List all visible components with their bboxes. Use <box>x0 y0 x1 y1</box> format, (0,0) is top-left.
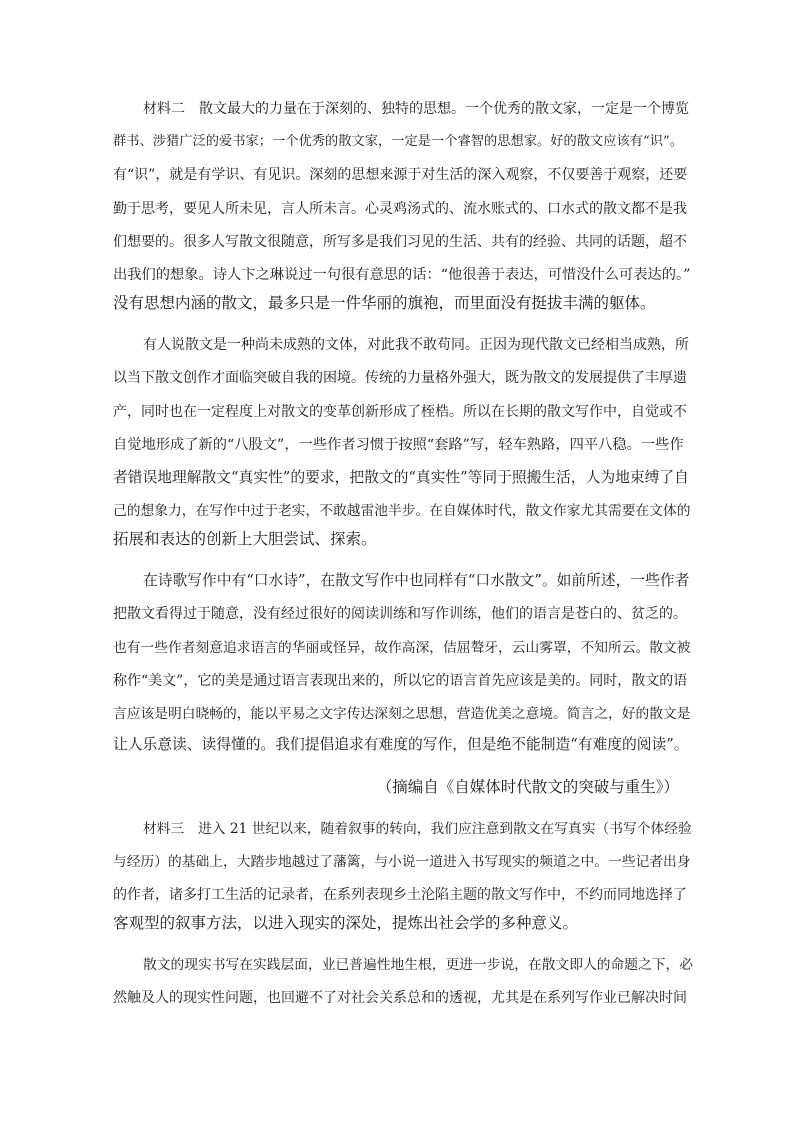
paragraph-line: 产，同时也在一定程度上对散文的变革创新形成了桎梏。所以在长期的散文写作中，自觉或不 <box>113 404 687 420</box>
paragraph-line: 言应该是明白晓畅的，能以平易之文字传达深刻之思想，营造优美之意境。简言之，好的散文是 <box>113 706 691 722</box>
paragraph-line: 客观型的叙事方法，以进入现实的深处，提炼出社会学的多种意义。 <box>113 914 579 932</box>
paragraph-line: 的作者，诸多打工生活的记录者，在系列表现乡土沦陷主题的散文写作中，不约而同地选择了 <box>113 887 687 903</box>
paragraph-line: 材料三 进入 21 世纪以来，随着叙事的转向，我们应注意到散文在写真实（书写个体经验 <box>143 821 692 837</box>
paragraph-line: 材料二 散文最大的力量在于深刻的、独特的思想。一个优秀的散文家，一定是一个博览 <box>143 101 689 117</box>
paragraph-line: 把散文看得过于随意，没有经过很好的阅读训练和写作训练，他们的语言是苍白的、贫乏的。 <box>113 606 687 622</box>
paragraph-line: 出我们的想象。诗人卞之琳说过一句很有意思的话：“他很善于表达，可惜没什么可表达的。” <box>113 267 691 283</box>
paragraph-line: 自觉地形成了新的“八股文”，一些作者习惯于按照“套路”写，轻车熟路，四平八稳。一些作 <box>113 437 684 453</box>
paragraph-line: 有“识”，就是有学识、有见识。深刻的思想来源于对生活的深入观察，不仅要善于观察，还要 <box>113 167 688 183</box>
paragraph-line: 己的想象力，在写作中过于老实，不敢越雷池半步。在自媒体时代，散文作家尤其需要在文体的 <box>113 503 691 519</box>
paragraph-line: 勤于思考，要见人所未见，言人所未言。心灵鸡汤式的、流水账式的、口水式的散文都不是我 <box>113 201 687 217</box>
paragraph-line: 群书、涉猎广泛的爱书家；一个优秀的散文家，一定是一个睿智的思想家。好的散文应该有“识”。 <box>113 134 684 149</box>
paragraph-line: 与经历）的基础上，大踏步地越过了藩篱，与小说一道进入书写现实的频道之中。一些记者出身 <box>113 854 691 870</box>
paragraph-line: 以当下散文创作才面临突破自我的困境。传统的力量格外强大，既为散文的发展提供了丰厚遗 <box>113 370 687 386</box>
paragraph-line: 拓展和表达的创新上大胆尝试、探索。 <box>113 530 377 548</box>
paragraph-line: 在诗歌写作中有“口水诗”，在散文写作中也同样有“口水散文”。如前所述，一些作者 <box>143 572 690 589</box>
paragraph-line: 称作“美文”，它的美是通过语言表现出来的，所以它的语言首先应该是美的。同时，散文的语 <box>113 673 688 689</box>
paragraph-line: 也有一些作者刻意追求语言的华丽或怪异，故作高深，佶屈聱牙，云山雾罩，不知所云。散文被 <box>113 640 691 656</box>
paragraph-line: 然触及人的现实性问题，也回避不了对社会关系总和的透视，尤其是在系列写作业已解决时间 <box>113 990 687 1006</box>
paragraph-line: 没有思想内涵的散文，最多只是一件华丽的旗袍，而里面没有挺拔丰满的躯体。 <box>113 294 656 312</box>
paragraph-line: 们想要的。很多人写散文很随意，所写多是我们习见的生活、共有的经验、共同的话题，超不 <box>113 234 687 250</box>
paragraph-line: 有人说散文是一种尚未成熟的文体，对此我不敢苟同。正因为现代散文已经相当成熟，所 <box>143 337 689 353</box>
paragraph-line: 者错误地理解散文“真实性”的要求，把散文的“真实性”等同于照搬生活，人为地束缚了自 <box>113 469 689 486</box>
source-citation: （摘编自《自媒体时代散文的突破与重生》） <box>376 778 679 796</box>
paragraph-line: 让人乐意读、读得懂的。我们提倡追求有难度的写作，但是绝不能制造“有难度的阅读”。 <box>113 736 689 753</box>
paragraph-line: 散文的现实书写在实践层面，业已普遍性地生根，更进一步说，在散文即人的命题之下，必 <box>143 957 694 973</box>
